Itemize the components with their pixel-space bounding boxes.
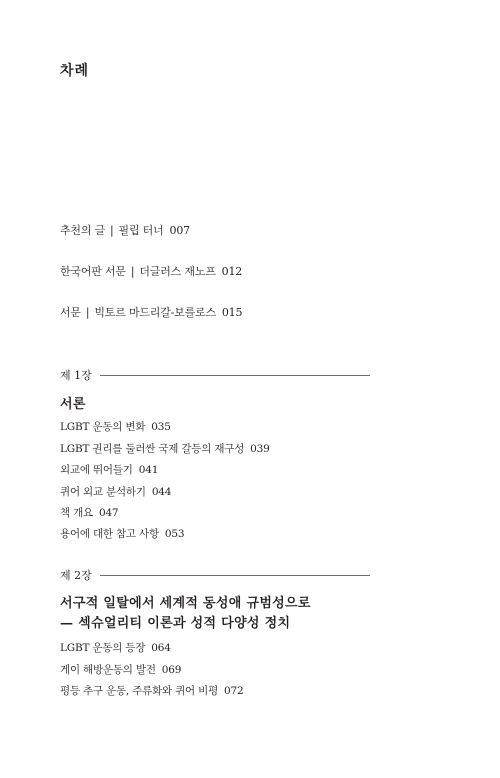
page-number: 035 (151, 421, 171, 433)
front-matter-item (60, 304, 242, 320)
section-title: 외교에 뛰어들기 (60, 464, 133, 476)
front-matter-author: 더글러스 재노프 (139, 265, 216, 278)
section-title: LGBT 운동의 등장 (60, 642, 146, 654)
chapter-number: 제 2장 (60, 569, 92, 582)
section-item (60, 662, 181, 677)
chapter-header (60, 567, 370, 583)
section-item (60, 419, 171, 434)
section-item (60, 683, 243, 698)
page-number: 053 (164, 528, 185, 540)
front-matter-item (60, 222, 190, 238)
section-item (60, 505, 118, 520)
section-title: 용어에 대한 참고 사항 (60, 528, 159, 540)
chapter-rule (100, 375, 370, 376)
front-matter-title: 추천의 글 (60, 224, 106, 237)
section-title: LGBT 권리를 둘러싼 국제 갈등의 재구성 (60, 443, 245, 455)
page-number: 064 (151, 642, 171, 654)
toc-title: 차례 (60, 63, 90, 79)
front-matter-author: 필립 터너 (118, 224, 164, 237)
separator: | (110, 224, 114, 237)
chapter-subtitle: — 섹슈얼리티 이론과 성적 다양성 정치 (60, 616, 291, 631)
page-number: 012 (221, 265, 243, 278)
section-title: 책 개요 (60, 507, 93, 519)
separator: | (130, 265, 135, 278)
section-title: 퀴어 외교 분석하기 (60, 486, 146, 498)
page-number: 015 (221, 306, 243, 319)
separator: | (85, 306, 90, 319)
chapter-title: 서구적 일탈에서 세계적 동성애 규범성으로 (60, 596, 311, 611)
section-item (60, 484, 171, 499)
page-number: 041 (138, 464, 159, 476)
front-matter-title: 한국어판 서문 (60, 265, 126, 278)
section-item (60, 462, 158, 477)
page-number: 007 (169, 224, 190, 237)
page-number: 069 (161, 664, 182, 676)
section-title: LGBT 운동의 변화 (60, 421, 146, 433)
page-number: 044 (151, 486, 172, 498)
section-title: 평등 추구 운동, 주류화와 퀴어 비평 (60, 685, 219, 697)
section-item (60, 640, 171, 655)
page-number: 047 (98, 507, 119, 519)
page-number: 039 (250, 443, 270, 455)
page-number: 072 (224, 685, 244, 697)
front-matter-author: 빅토르 마드리갈-보를로스 (94, 306, 216, 319)
chapter-rule (100, 575, 370, 576)
chapter-title: 서론 (60, 397, 86, 412)
chapter-number: 제 1장 (60, 369, 92, 382)
chapter-header (60, 367, 370, 383)
front-matter-title: 서문 (60, 306, 81, 319)
front-matter-item (60, 263, 242, 279)
section-item (60, 526, 184, 541)
section-title: 게이 해방운동의 발전 (60, 664, 156, 676)
section-item (60, 441, 270, 456)
